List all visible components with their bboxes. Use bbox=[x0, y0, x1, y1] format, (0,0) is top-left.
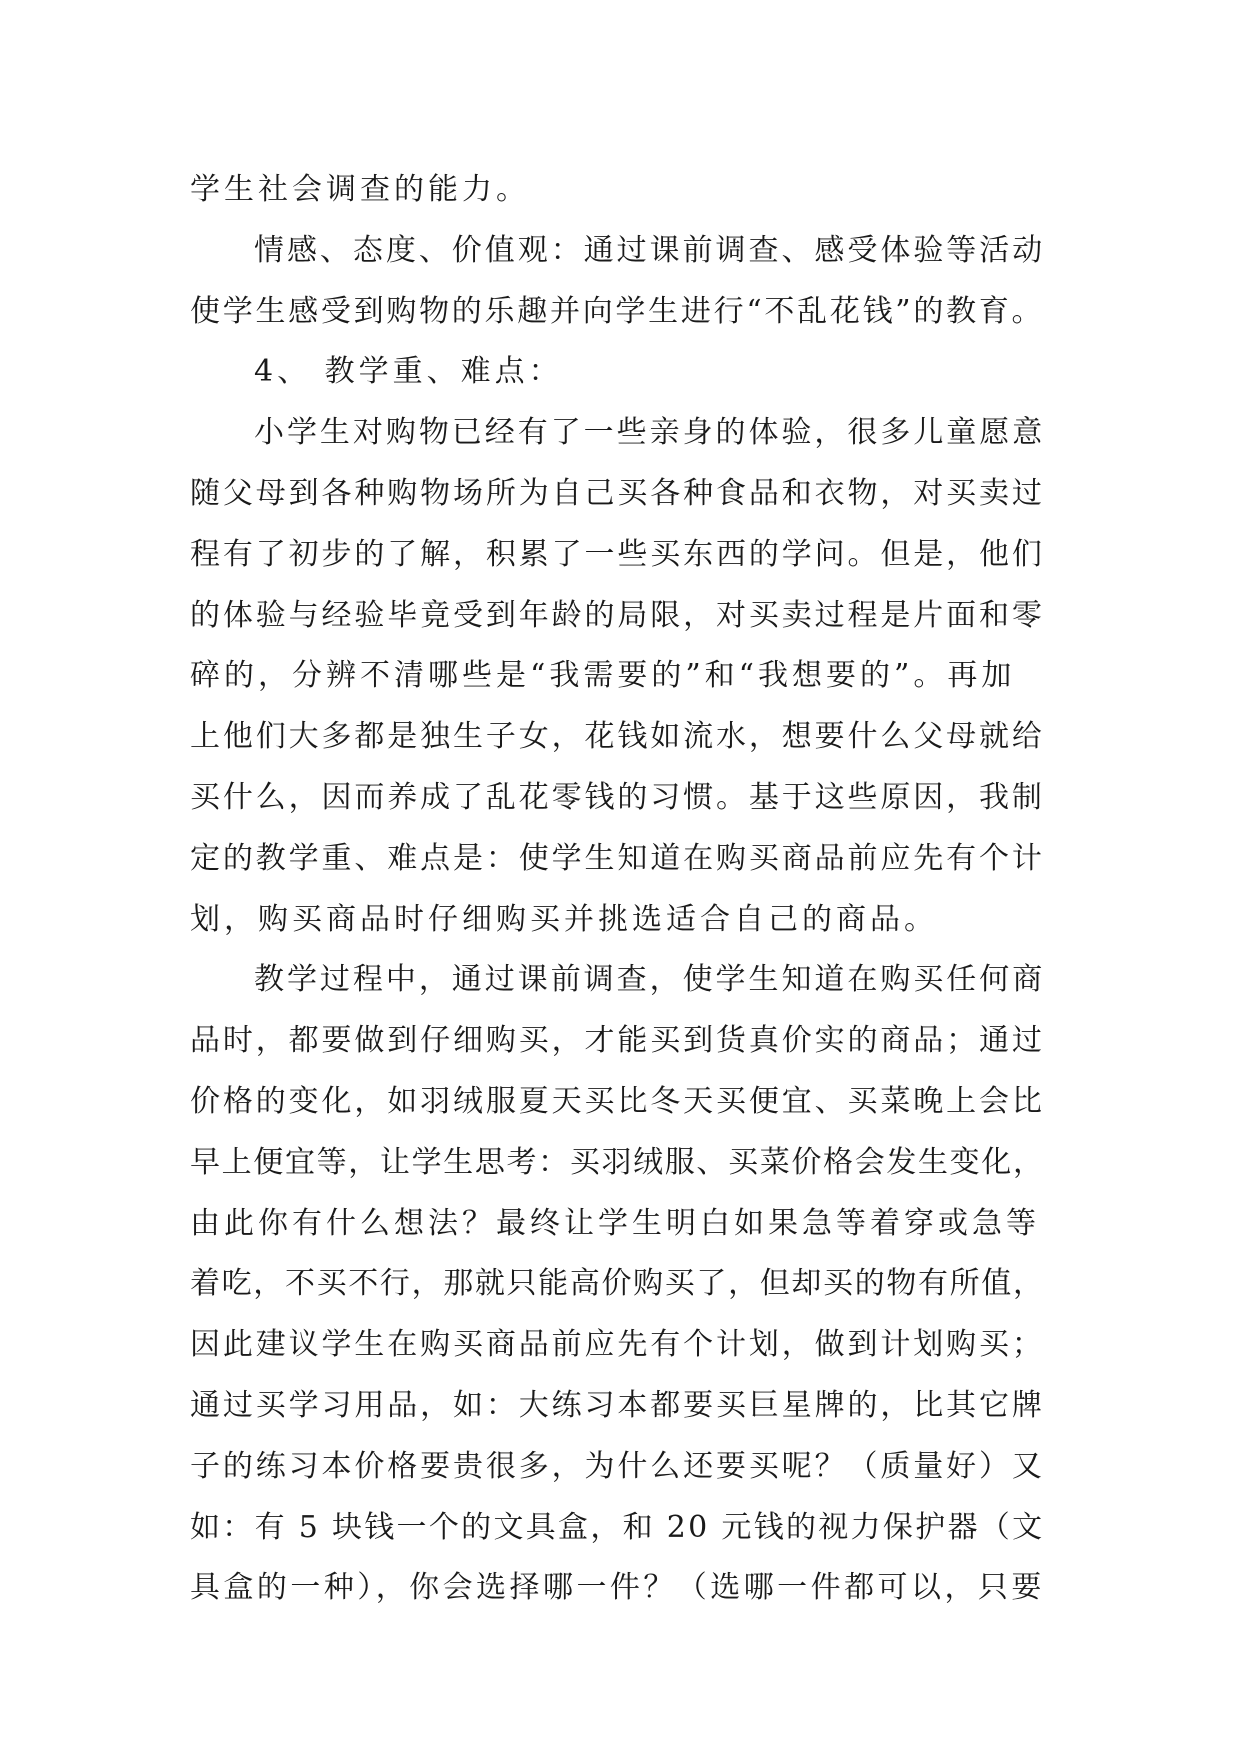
text-line: 随父母到各种购物场所为自己买各种食品和衣物，对买卖过 bbox=[190, 475, 1045, 511]
text-line: 早上便宜等，让学生思考：买羽绒服、买菜价格会发生变化， bbox=[190, 1144, 1045, 1180]
text-line: 的体验与经验毕竟受到年龄的局限，对买卖过程是片面和零 bbox=[190, 597, 1045, 633]
text-line: 因此建议学生在购买商品前应先有个计划，做到计划购买； bbox=[190, 1327, 1045, 1363]
text-line: 教学过程中，通过课前调查，使学生知道在购买任何商 bbox=[254, 962, 1046, 998]
text-line: 碎的，分辨不清哪些是“我需要的”和“我想要的”。再加 bbox=[190, 658, 1016, 694]
text-line: 如：有 5 块钱一个的文具盒，和 20 元钱的视力保护器（文 bbox=[190, 1509, 1045, 1545]
text-line: 品时，都要做到仔细购买，才能买到货真价实的商品；通过 bbox=[190, 1023, 1045, 1059]
text-line: 价格的变化，如羽绒服夏天买比冬天买便宜、买菜晚上会比 bbox=[190, 1083, 1045, 1119]
text-line: 划，购买商品时仔细购买并挑选适合自己的商品。 bbox=[190, 901, 938, 937]
text-line: 上他们大多都是独生子女，花钱如流水，想要什么父母就给 bbox=[190, 719, 1045, 755]
text-line: 情感、态度、价值观：通过课前调查、感受体验等活动 bbox=[254, 232, 1046, 268]
text-line: 程有了初步的了解，积累了一些买东西的学问。但是，他们 bbox=[190, 536, 1045, 572]
text-line: 4、 教学重、难点： bbox=[254, 354, 563, 390]
text-line: 定的教学重、难点是：使学生知道在购买商品前应先有个计 bbox=[190, 840, 1045, 876]
text-line: 买什么，因而养成了乱花零钱的习惯。基于这些原因，我制 bbox=[190, 779, 1045, 815]
text-line: 小学生对购物已经有了一些亲身的体验，很多儿童愿意 bbox=[254, 415, 1046, 451]
text-line: 通过买学习用品，如：大练习本都要买巨星牌的，比其它牌 bbox=[190, 1387, 1045, 1423]
text-line: 子的练习本价格要贵很多，为什么还要买呢？（质量好）又 bbox=[190, 1448, 1045, 1484]
document-body bbox=[190, 160, 1050, 1619]
text-line: 使学生感受到购物的乐趣并向学生进行“不乱花钱”的教育。 bbox=[190, 293, 1045, 329]
text-line: 由此你有什么想法？最终让学生明白如果急等着穿或急等 bbox=[190, 1205, 1040, 1241]
text-line: 具盒的一种），你会选择哪一件？（选哪一件都可以，只要 bbox=[190, 1570, 1045, 1606]
text-line: 着吃，不买不行，那就只能高价购买了，但却买的物有所值， bbox=[190, 1266, 1045, 1302]
text-line: 学生社会调查的能力。 bbox=[190, 172, 530, 207]
